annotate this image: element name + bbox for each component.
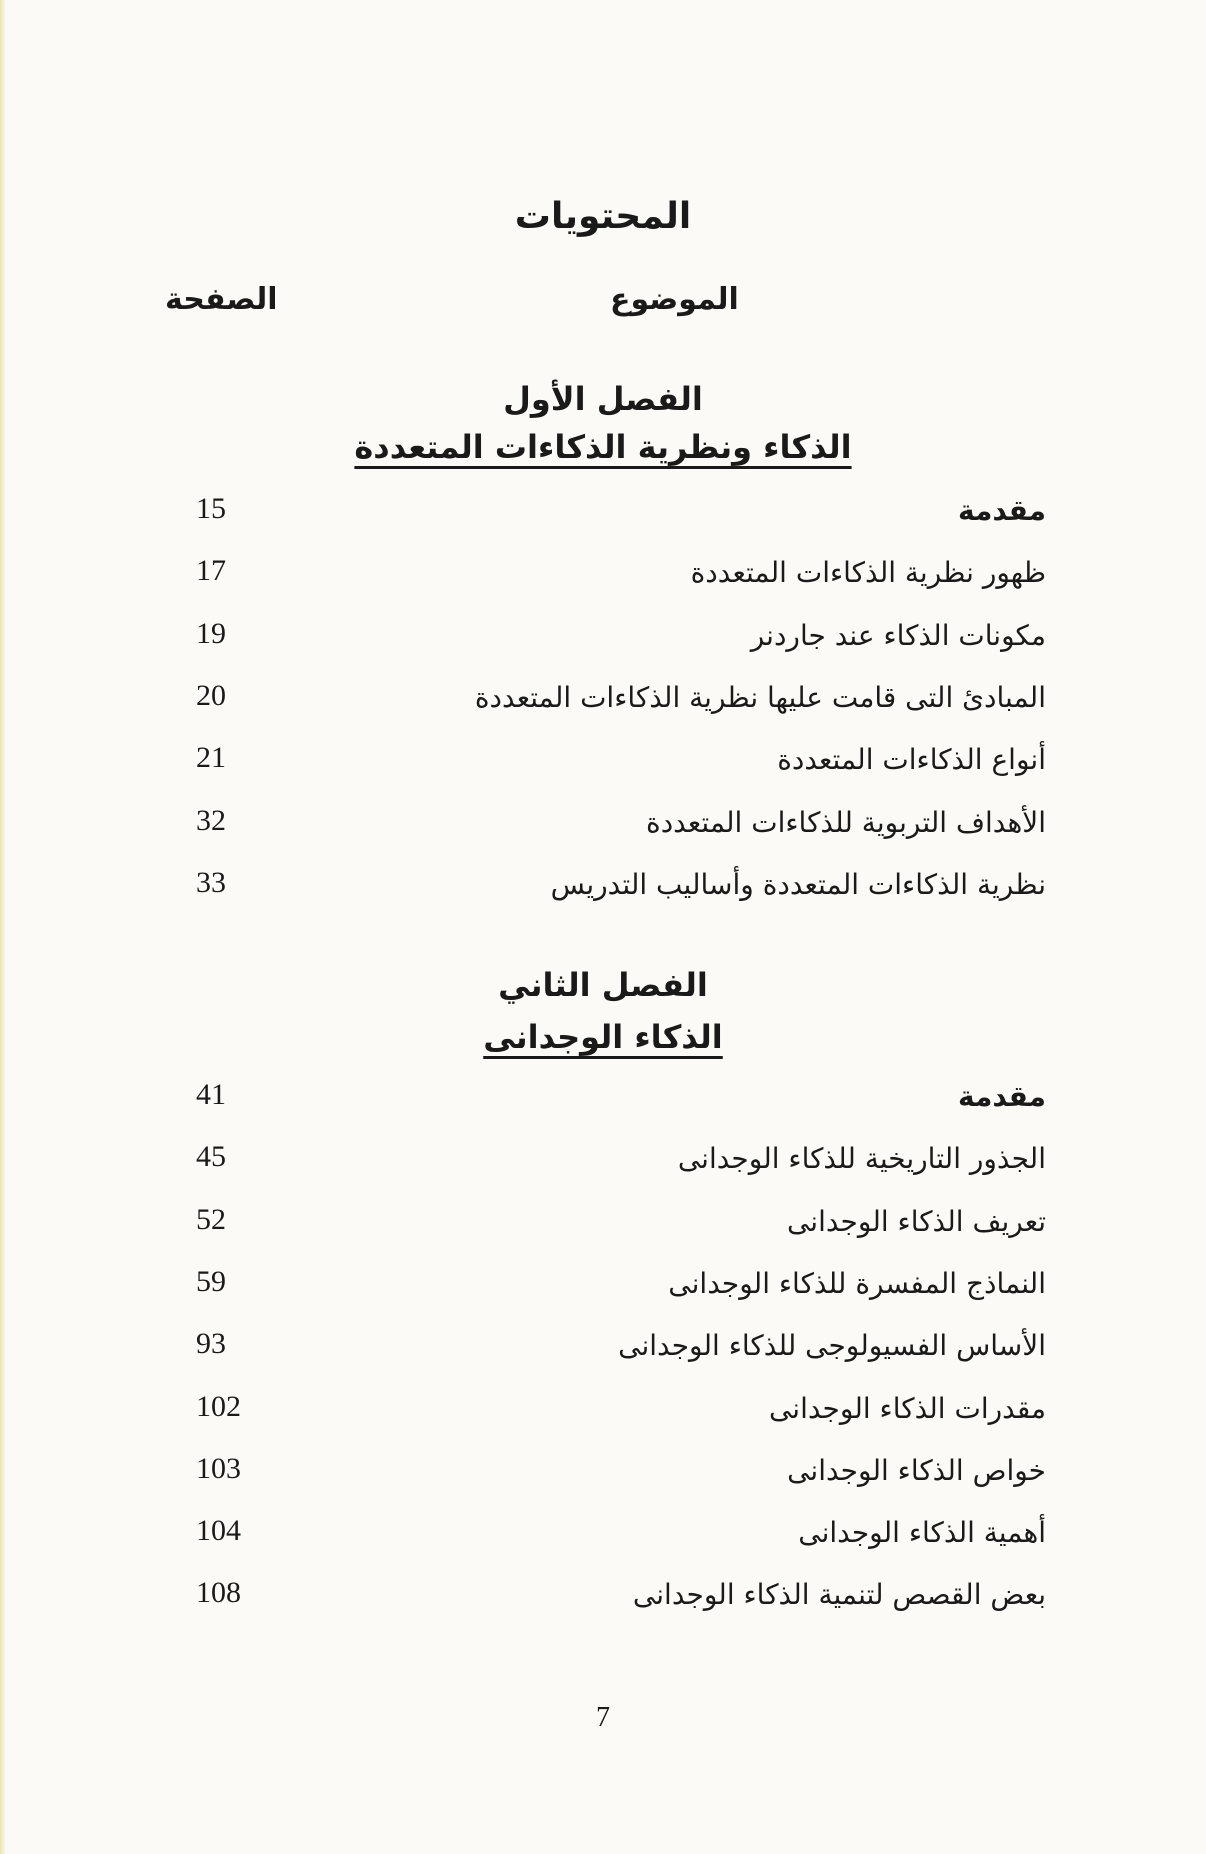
chapter-1-label: الفصل الأول	[503, 380, 703, 418]
toc-entry-page: 19	[196, 616, 226, 650]
toc-entry-page: 21	[196, 741, 226, 775]
toc-entry-page: 33	[196, 865, 226, 899]
topic-column-header: الموضوع	[610, 282, 739, 317]
toc-entry-title: ظهور نظرية الذكاءات المتعددة	[690, 556, 1046, 590]
toc-entry-title: المبادئ التى قامت عليها نظرية الذكاءات المتعددة	[474, 680, 1046, 714]
toc-entry-title: مقدمة	[958, 494, 1046, 527]
toc-entry-page: 93	[196, 1327, 226, 1361]
toc-entry-title: الجذور التاريخية للذكاء الوجدانى	[677, 1142, 1046, 1176]
page-number: 7	[596, 1702, 610, 1733]
toc-entry-title: مقدرات الذكاء الوجدانى	[768, 1391, 1046, 1425]
toc-entry-page: 17	[196, 554, 226, 588]
toc-entry-title: تعريف الذكاء الوجدانى	[786, 1204, 1046, 1238]
toc-entry-title: مكونات الذكاء عند جاردنر	[750, 618, 1046, 652]
toc-entry-title: نظرية الذكاءات المتعددة وأساليب التدريس	[550, 867, 1046, 901]
toc-entry-page: 45	[196, 1140, 226, 1174]
toc-entry-title: خواص الذكاء الوجدانى	[787, 1453, 1046, 1487]
toc-entry-page: 108	[196, 1576, 241, 1610]
toc-entry-title: أهمية الذكاء الوجدانى	[798, 1516, 1046, 1550]
toc-entry-title: بعض القصص لتنمية الذكاء الوجدانى	[632, 1578, 1046, 1612]
chapter-2-label: الفصل الثاني	[498, 966, 708, 1004]
page-title: المحتويات	[514, 196, 692, 237]
toc-entry-page: 15	[196, 492, 226, 525]
chapter-1-subtitle-text: الذكاء ونظرية الذكاءات المتعددة	[354, 428, 852, 466]
toc-entry-page: 59	[196, 1264, 226, 1298]
toc-entry-page: 20	[196, 678, 226, 712]
chapter-1-subtitle	[0, 428, 1206, 466]
toc-entry-page: 32	[196, 803, 226, 837]
toc-entry-title: أنواع الذكاءات المتعددة	[777, 743, 1046, 777]
page-edge	[0, 0, 6, 1854]
toc-entry-title: النماذج المفسرة للذكاء الوجدانى	[668, 1266, 1046, 1300]
toc-entry-title: مقدمة	[958, 1080, 1046, 1113]
toc-entry-page: 103	[196, 1451, 241, 1485]
toc-entry-page: 104	[196, 1514, 241, 1548]
toc-entry-page: 102	[196, 1389, 241, 1423]
page-column-header: الصفحة	[165, 282, 278, 317]
chapter-2-subtitle	[0, 1018, 1206, 1056]
toc-entry-title: الأساس الفسيولوجى للذكاء الوجدانى	[618, 1329, 1046, 1363]
chapter-2-subtitle-text: الذكاء الوجدانى	[483, 1018, 723, 1056]
toc-entry-title: الأهداف التربوية للذكاءات المتعددة	[646, 805, 1046, 839]
toc-entry-page: 52	[196, 1202, 226, 1236]
toc-entry-page: 41	[196, 1078, 226, 1111]
